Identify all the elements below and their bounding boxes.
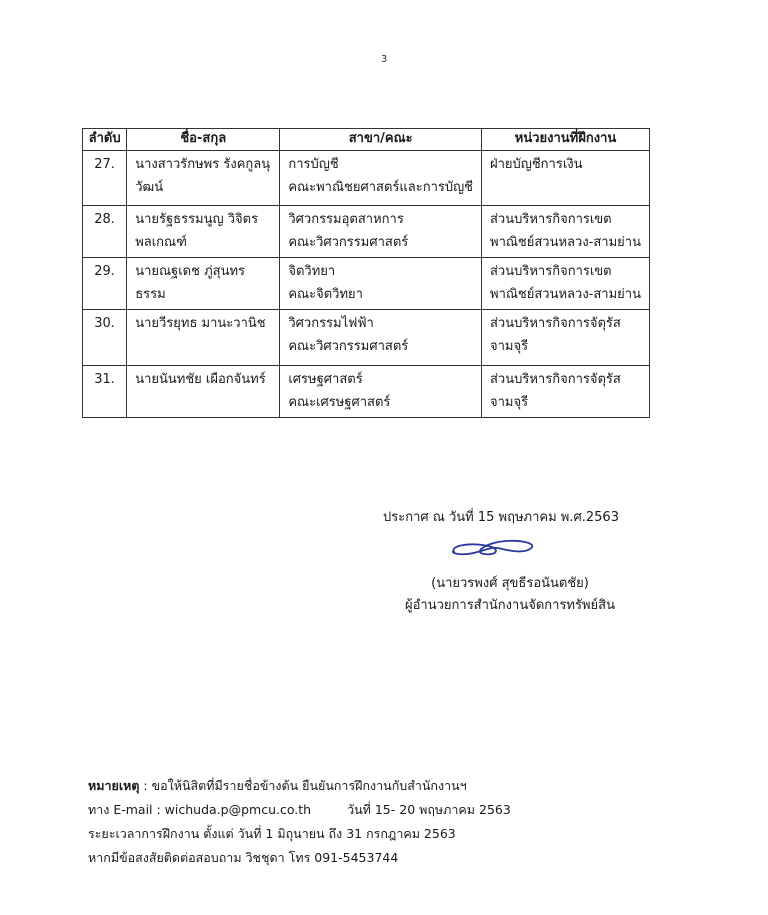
training-period: ระยะเวลาการฝึกงาน ตั้งแต่ วันที่ 1 มิถุนายน ถึง 31 กรกฎาคม 2563 [88, 826, 456, 841]
header-training-unit: หน่วยงานที่ฝึกงาน [482, 129, 650, 151]
signature-icon [448, 534, 540, 560]
training-unit [482, 366, 650, 418]
unit-line-2: จามจุรี [490, 339, 529, 354]
remark-text: : ขอให้นิสิตที่มีรายชื่อข้างต้น ยืนยันการฝึกงานกับสำนักงานฯ [139, 778, 467, 793]
row-number: 29. [83, 258, 127, 310]
header-major-faculty: สาขา/คณะ [280, 129, 482, 151]
major: วิศวกรรมอุตสาหการ [288, 212, 404, 227]
student-name: นายนันทชัย เผือกจันทร์ [127, 366, 280, 418]
training-unit [482, 151, 650, 206]
student-name: นายณฐเดช ภู่สุนทรธรรม [127, 258, 280, 310]
unit-line-1: ส่วนบริหารกิจการจัตุรัส [490, 316, 621, 331]
intern-list-table [82, 128, 650, 418]
row-number: 27. [83, 151, 127, 206]
table-row [83, 258, 650, 310]
table-row [83, 151, 650, 206]
training-unit [482, 258, 650, 310]
major-faculty [280, 310, 482, 366]
announcement-date: ประกาศ ณ วันที่ 15 พฤษภาคม พ.ศ.2563 [383, 510, 619, 525]
table-header-row [83, 129, 650, 151]
unit-line-1: ฝ่ายบัญชีการเงิน [490, 157, 583, 172]
training-unit [482, 310, 650, 366]
remark-label: หมายเหตุ [88, 778, 140, 793]
faculty: คณะวิศวกรรมศาสตร์ [288, 235, 409, 250]
student-name: นางสาวรักษพร รังคกูลนุวัฒน์ [127, 151, 280, 206]
unit-line-1: ส่วนบริหารกิจการเขต [490, 264, 612, 279]
faculty: คณะวิศวกรรมศาสตร์ [288, 339, 409, 354]
contact-phone: หากมีข้อสงสัยติดต่อสอบถาม วิชชุดา โทร 091-5453744 [88, 850, 399, 865]
faculty: คณะจิตวิทยา [288, 287, 363, 302]
header-order: ลำดับ [83, 129, 127, 151]
unit-line-2: จามจุรี [490, 395, 529, 410]
major: จิตวิทยา [288, 264, 336, 279]
confirm-dates: วันที่ 15- 20 พฤษภาคม 2563 [347, 802, 511, 817]
major-faculty [280, 258, 482, 310]
training-unit [482, 206, 650, 258]
unit-line-2: พาณิชย์สวนหลวง-สามย่าน [490, 235, 641, 250]
student-name: นายวีรยุทธ มานะวานิช [127, 310, 280, 366]
table-row [83, 206, 650, 258]
faculty: คณะเศรษฐศาสตร์ [288, 395, 391, 410]
unit-line-1: ส่วนบริหารกิจการเขต [490, 212, 612, 227]
major-faculty [280, 151, 482, 206]
student-name: นายรัฐธรรมนูญ วิจิตรพลเกณฑ์ [127, 206, 280, 258]
major: การบัญชี [288, 157, 339, 172]
contact-email: ทาง E-mail : wichuda.p@pmcu.co.th [88, 802, 312, 817]
row-number: 30. [83, 310, 127, 366]
faculty: คณะพาณิชยศาสตร์และการบัญชี [288, 180, 473, 195]
signer-title: ผู้อำนวยการสำนักงานจัดการทรัพย์สิน [405, 598, 615, 613]
major-faculty [280, 206, 482, 258]
remark-line-2 [88, 798, 511, 822]
header-name: ชื่อ-สกุล [127, 129, 280, 151]
table-row [83, 366, 650, 418]
page-number: 3 [380, 54, 388, 65]
remark-block [88, 774, 511, 870]
unit-line-2: พาณิชย์สวนหลวง-สามย่าน [490, 287, 641, 302]
row-number: 31. [83, 366, 127, 418]
table-row [83, 310, 650, 366]
row-number: 28. [83, 206, 127, 258]
signer-name: (นายวรพงศ์ สุขธีรอนันตชัย) [431, 576, 589, 591]
major: เศรษฐศาสตร์ [288, 372, 363, 387]
remark-line-1 [88, 774, 511, 798]
major: วิศวกรรมไฟฟ้า [288, 316, 374, 331]
unit-line-1: ส่วนบริหารกิจการจัตุรัส [490, 372, 621, 387]
major-faculty [280, 366, 482, 418]
